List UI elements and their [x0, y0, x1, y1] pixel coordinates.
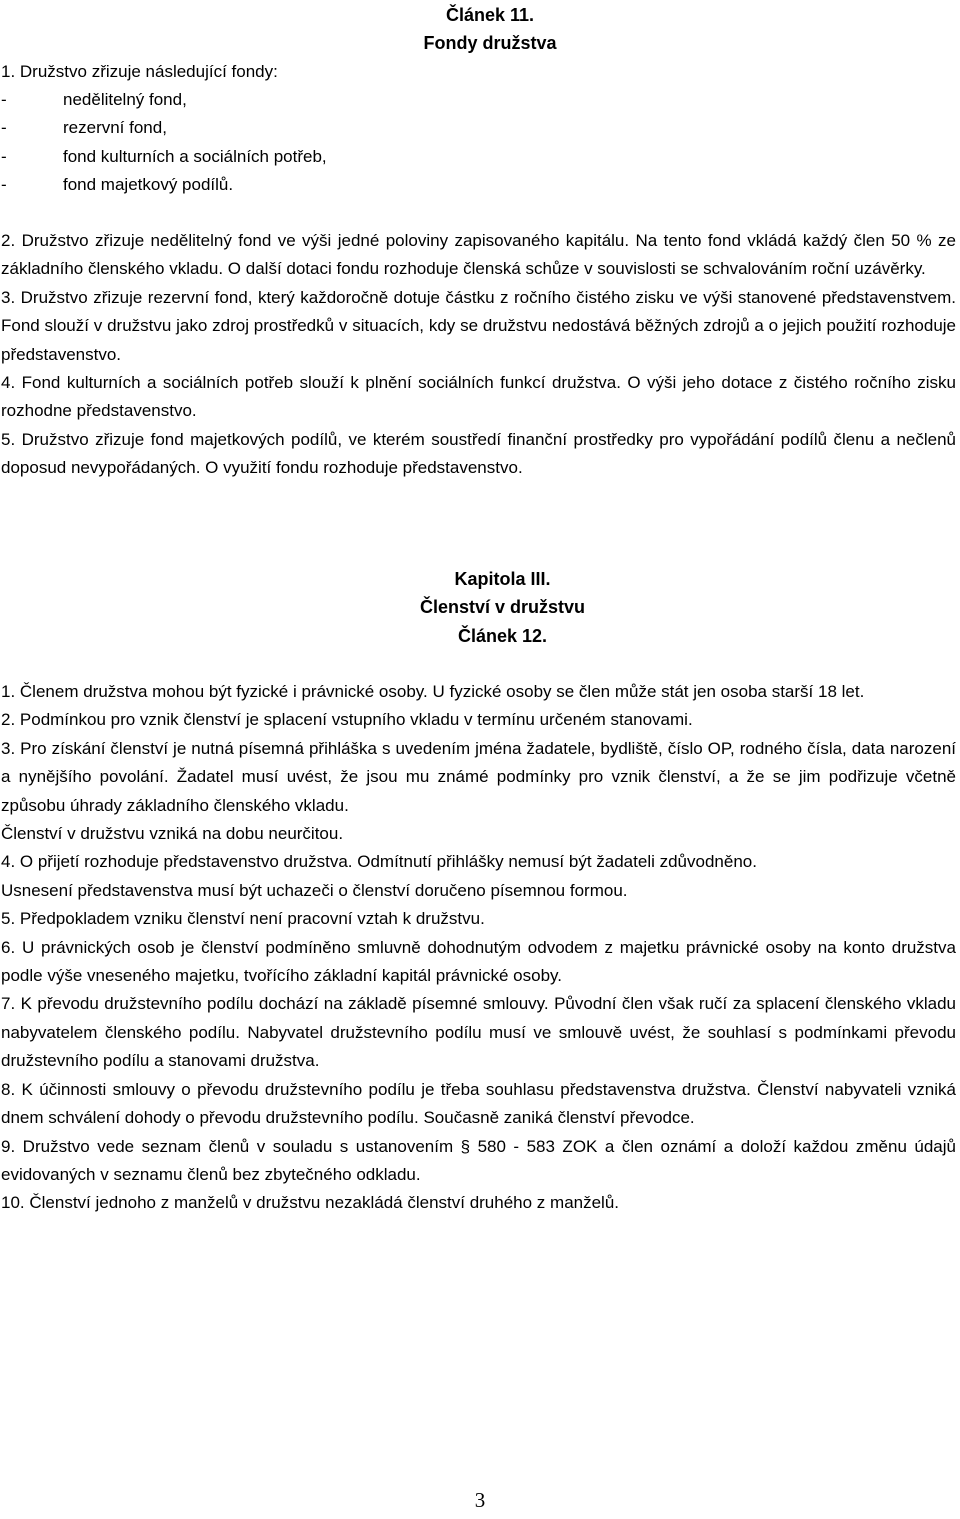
article-11-heading — [0, 1, 960, 58]
list-dash: - — [1, 146, 7, 166]
list-item — [1, 114, 956, 142]
list-item-text: nedělitelný fond, — [63, 90, 187, 109]
article-subtitle: Fondy družstva — [423, 33, 557, 54]
list-item — [1, 143, 956, 171]
article-title: Článek 12. — [457, 625, 548, 646]
paragraph: 4. O přijetí rozhoduje představenstvo družstva. Odmítnutí přihlášky nemusí být žadateli zdůvodněno. — [1, 852, 757, 872]
paragraph: 8. K účinnosti smlouvy o převodu družstevního podílu je třeba souhlasu představenstva družstva. Členství nabyvateli vzniká dnem schválení dohody o převodu družstevního podílu. Současně zaniká členství převodce. — [1, 1079, 956, 1128]
list-dash: - — [1, 118, 7, 138]
funds-intro — [1, 58, 956, 86]
list-item-text: fond majetkový podílů. — [63, 175, 234, 195]
paragraph: 2. Družstvo zřizuje nedělitelný fond ve výši jedné poloviny zapisovaného kapitálu. Na tento fond vkládá každý člen 50 % ze základního členského vkladu. O další dotaci fondu rozhoduje členská schůze v souvislosti se schvalováním roční uzávěrky. — [1, 231, 956, 279]
list-item — [1, 171, 956, 199]
paragraph: 2. Podmínkou pro vznik členství je splacení vstupního vkladu v termínu určeném stanovami. — [1, 710, 693, 730]
paragraph: 5. Družstvo zřizuje fond majetkových podílů, ve kterém soustředí finanční prostředky pro vypořádání podílů členu a nečlenů doposud nevypořádaných. O využití fondu rozhoduje představenstvo. — [1, 429, 956, 478]
article-12-body — [1, 678, 956, 1218]
page-number: 3 — [474, 1488, 486, 1512]
paragraph: 9. Družstvo vede seznam členů v souladu s ustanovením § 580 - 583 ZOK a člen oznámí a doloží každou změnu údajů evidovaných v seznamu členů bez zbytečného odkladu. — [1, 1136, 956, 1184]
paragraph: 5. Předpokladem vzniku členství není pracovní vztah k družstvu. — [1, 909, 485, 929]
chapter-3-heading — [0, 565, 960, 650]
list-dash: - — [1, 175, 7, 195]
article-title: Článek 11. — [445, 5, 535, 25]
paragraph: Usnesení představenstva musí být uchazeči o členství doručeno písemnou formou. — [1, 880, 628, 900]
funds-list — [1, 86, 956, 200]
paragraph: 10. Členství jednoho z manželů v družstvu nezakládá členství druhého z manželů. — [1, 1193, 620, 1213]
paragraph: 1. Členem družstva mohou být fyzické i právnické osoby. U fyzické osoby se člen může stát jen osoba starší 18 let. — [1, 682, 865, 701]
chapter-title: Kapitola III. — [454, 569, 551, 589]
paragraph: 3. Družstvo zřizuje rezervní fond, který každoročně dotuje částku z ročního čistého zisku ve výši stanovené představenstvem. Fond slouží v družstvu jako zdroj prostředků v situacích, kdy se družstvu nedostává běžných zdrojů a o jejich použití rozhoduje představenstvo. — [1, 287, 956, 364]
paragraph: 6. U právnických osob je členství podmíněno smluvně dohodnutým odvodem z majetku právnické osoby na konto družstva podle výše vneseného majetku, tvořícího základní kapitál právnické osoby. — [1, 937, 956, 986]
list-dash: - — [1, 90, 7, 109]
paragraph: Členství v družstvu vzniká na dobu neurčitou. — [1, 824, 344, 844]
paragraph: 7. K převodu družstevního podílu dochází na základě písemné smlouvy. Původní člen však ručí za splacení členského vkladu nabyvatelem členského podílu. Nabyvatel družstevního podílu musí ve smlouvě uvést, že souhlasí s podmínkami převodu družstevního podílu a stanovami družstva. — [1, 994, 956, 1071]
paragraph: 1. Družstvo zřizuje následující fondy: — [1, 62, 278, 81]
chapter-subtitle: Členství v družstvu — [419, 597, 586, 618]
paragraph: 4. Fond kulturních a sociálních potřeb slouží k plnění sociálních funkcí družstva. O výši jeho dotace z čistého ročního zisku rozhodne představenstvo. — [1, 373, 956, 421]
list-item — [1, 86, 956, 114]
list-item-text: fond kulturních a sociálních potřeb, — [63, 146, 327, 166]
list-item-text: rezervní fond, — [63, 118, 167, 138]
article-11-body — [1, 227, 956, 483]
paragraph: 3. Pro získání členství je nutná písemná přihláška s uvedením jména žadatele, bydliště, číslo OP, rodného čísla, data narození a nynějšího povolání. Žadatel musí uvést, že jsou mu známé podmínky pro vznik členství, a že se jim podřizuje včetně způsobu úhrady základního členského vkladu. — [1, 738, 956, 815]
